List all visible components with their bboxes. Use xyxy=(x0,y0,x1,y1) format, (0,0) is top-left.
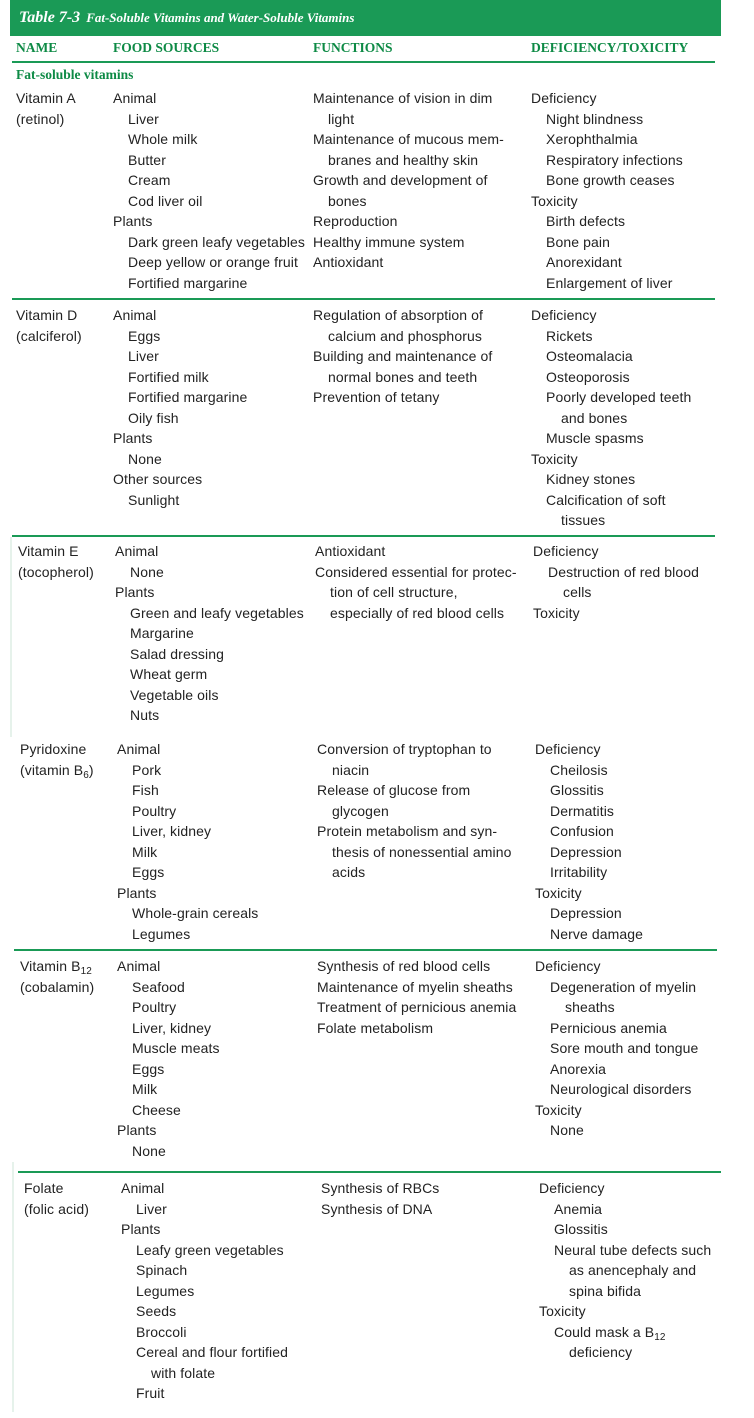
functions-cell xyxy=(313,88,504,273)
deficiency-cell xyxy=(533,541,699,623)
function-line: Release of glucose from xyxy=(317,782,471,798)
source-item: Oily fish xyxy=(128,409,179,426)
deficiency-item: Muscle spasms xyxy=(546,430,644,446)
source-item: Dark green leafy vegetables xyxy=(128,233,306,250)
function-line: niacin xyxy=(332,761,370,778)
source-category: Animal xyxy=(115,543,159,559)
food-sources-cell xyxy=(121,1178,288,1404)
function-line: Protein metabolism and syn- xyxy=(317,823,498,839)
deficiency-item: sheaths xyxy=(565,999,615,1015)
deficiency-item: Neurological disorders xyxy=(550,1081,692,1097)
toxicity-item: Birth defects xyxy=(546,213,626,229)
source-item: Milk xyxy=(132,843,158,860)
source-item: Deep yellow or orange fruit xyxy=(128,254,299,270)
vitamin-name: Vitamin E xyxy=(18,543,79,559)
source-category: Animal xyxy=(113,307,157,323)
source-category: Plants xyxy=(115,584,155,600)
toxicity-item: deficiency xyxy=(569,1344,633,1360)
deficiency-item: Anorexia xyxy=(550,1060,607,1077)
source-item: Seeds xyxy=(136,1303,177,1319)
source-item: Fortified milk xyxy=(128,368,209,385)
vitamin-alias: (calciferol) xyxy=(16,327,82,344)
deficiency-item: spina bifida xyxy=(569,1282,642,1299)
source-category: Plants xyxy=(117,1122,157,1138)
toxicity-category: Toxicity xyxy=(535,884,582,901)
deficiency-item: Bone growth ceases xyxy=(546,172,675,188)
vitamin-name: Pyridoxine xyxy=(20,741,87,757)
function-line: Conversion of tryptophan to xyxy=(317,741,492,757)
toxicity-item: Enlargement of liver xyxy=(546,274,673,291)
deficiency-item: Sore mouth and tongue xyxy=(550,1040,699,1056)
source-item: Cereal and flour fortified xyxy=(136,1344,289,1360)
deficiency-item: Degeneration of myelin xyxy=(550,978,697,995)
source-item: Liver xyxy=(128,110,159,127)
table-container xyxy=(10,0,721,1418)
function-line: tion of cell structure, xyxy=(330,584,458,600)
deficiency-item: Xerophthalmia xyxy=(546,131,638,147)
source-item: Eggs xyxy=(128,327,161,344)
source-item: Spinach xyxy=(136,1262,188,1278)
deficiency-item: and bones xyxy=(561,409,628,426)
deficiency-item: Osteomalacia xyxy=(546,348,633,364)
function-line: Folate metabolism xyxy=(317,1019,434,1036)
source-item: None xyxy=(130,563,164,580)
source-item: Leafy green vegetables xyxy=(136,1241,284,1258)
source-item: Wheat germ xyxy=(130,666,208,682)
vitamin-name: Vitamin D xyxy=(16,307,78,323)
source-item: Liver xyxy=(128,348,159,364)
deficiency-cell xyxy=(535,956,698,1141)
function-line: Treatment of pernicious anemia xyxy=(317,999,517,1015)
deficiency-cell xyxy=(531,305,691,531)
food-sources-cell xyxy=(117,956,220,1161)
row-divider xyxy=(18,1171,721,1173)
toxicity-category: Toxicity xyxy=(539,1303,586,1319)
vitamin-alias: (folic acid) xyxy=(24,1200,89,1217)
function-line: Regulation of absorption of xyxy=(313,307,484,323)
function-line: normal bones and teeth xyxy=(328,368,478,385)
source-item: Salad dressing xyxy=(130,645,225,662)
deficiency-cell xyxy=(531,88,683,293)
source-item: Cheese xyxy=(132,1101,181,1118)
functions-cell xyxy=(317,739,511,883)
row-divider xyxy=(12,535,715,537)
toxicity-item: Nerve damage xyxy=(550,925,644,942)
deficiency-item: Cheilosis xyxy=(550,761,608,778)
function-line: thesis of nonessential amino xyxy=(332,843,512,860)
function-line: glycogen xyxy=(332,802,389,819)
source-item: Poultry xyxy=(132,999,177,1015)
header-rule xyxy=(12,61,715,63)
function-line: Building and maintenance of xyxy=(313,348,493,364)
deficiency-category: Deficiency xyxy=(531,307,597,323)
source-item: Sunlight xyxy=(128,491,180,508)
source-item: Butter xyxy=(128,151,166,168)
source-item: Legumes xyxy=(132,925,191,942)
toxicity-item: Calcification of soft xyxy=(546,491,666,508)
food-sources-cell xyxy=(113,305,247,510)
name-cell xyxy=(20,956,94,997)
function-line: especially of red blood cells xyxy=(330,604,505,621)
functions-cell xyxy=(313,305,492,408)
source-item: Cream xyxy=(128,172,171,188)
source-item: Pork xyxy=(132,761,162,778)
source-item: Seafood xyxy=(132,978,185,995)
deficiency-cell xyxy=(535,739,643,944)
function-line: Considered essential for protec- xyxy=(315,563,517,580)
deficiency-item: Glossitis xyxy=(554,1221,608,1237)
function-line: Synthesis of DNA xyxy=(321,1200,433,1217)
function-line: Reproduction xyxy=(313,213,398,229)
toxicity-item: None xyxy=(550,1122,584,1138)
table-title-bar xyxy=(10,0,721,36)
deficiency-item: Respiratory infections xyxy=(546,151,683,168)
source-item: Muscle meats xyxy=(132,1040,220,1056)
deficiency-item: Destruction of red blood xyxy=(548,563,700,580)
functions-cell xyxy=(315,541,517,623)
deficiency-item: Night blindness xyxy=(546,110,644,127)
row-divider xyxy=(14,949,717,951)
source-category: Animal xyxy=(113,90,157,106)
source-category: Other sources xyxy=(113,471,203,487)
toxicity-item: Could mask a $B_{12}$ xyxy=(554,1323,666,1343)
source-category: Plants xyxy=(113,213,153,229)
function-line: Healthy immune system xyxy=(313,233,465,250)
deficiency-item: Irritability xyxy=(550,864,608,880)
toxicity-item: Anorexidant xyxy=(546,254,622,270)
source-item: Cod liver oil xyxy=(128,192,203,209)
function-line: light xyxy=(328,110,355,127)
deficiency-item: Glossitis xyxy=(550,782,604,798)
function-line: Maintenance of vision in dim xyxy=(313,90,493,106)
deficiency-category: Deficiency xyxy=(539,1180,605,1196)
vitamin-name: Folate xyxy=(24,1180,64,1196)
source-item: Liver, kidney xyxy=(132,1019,212,1036)
vitamin-name: Vitamin $B_{12}$ xyxy=(20,958,92,977)
vitamin-alias: (cobalamin) xyxy=(20,978,95,995)
food-sources-cell xyxy=(117,739,258,944)
function-line: Growth and development of xyxy=(313,172,488,188)
toxicity-item: Kidney stones xyxy=(546,471,636,487)
source-item: with folate xyxy=(151,1364,216,1381)
source-item: None xyxy=(128,450,162,467)
source-item: Poultry xyxy=(132,802,177,819)
column-header-deficiency-toxicity: DEFICIENCY/TOXICITY xyxy=(531,40,689,55)
source-item: Milk xyxy=(132,1081,158,1097)
source-item: Fruit xyxy=(136,1385,165,1401)
function-line: branes and healthy skin xyxy=(328,151,479,168)
toxicity-category: Toxicity xyxy=(533,604,580,621)
name-cell xyxy=(16,305,82,346)
source-item: Vegetable oils xyxy=(130,686,219,703)
source-item: Liver xyxy=(136,1200,167,1217)
source-item: None xyxy=(132,1142,166,1159)
column-header-name: NAME xyxy=(16,40,58,55)
page-edge-shadow xyxy=(12,1162,14,1412)
source-item: Green and leafy vegetables xyxy=(130,604,304,621)
deficiency-category: Deficiency xyxy=(535,741,601,757)
source-category: Animal xyxy=(121,1180,165,1196)
source-category: Plants xyxy=(121,1221,161,1237)
source-item: Liver, kidney xyxy=(132,823,212,839)
deficiency-item: Rickets xyxy=(546,327,593,344)
deficiency-item: Depression xyxy=(550,843,622,860)
functions-cell xyxy=(317,956,516,1038)
column-header-food-sources: FOOD SOURCES xyxy=(113,40,220,55)
deficiency-item: Poorly developed teeth xyxy=(546,389,692,405)
source-item: Eggs xyxy=(132,1060,165,1077)
source-category: Animal xyxy=(117,741,161,757)
source-item: Broccoli xyxy=(136,1323,187,1340)
deficiency-item: Osteoporosis xyxy=(546,368,630,385)
function-line: Synthesis of RBCs xyxy=(321,1180,440,1196)
source-item: Eggs xyxy=(132,864,165,880)
function-line: Prevention of tetany xyxy=(313,389,440,405)
food-sources-cell xyxy=(113,88,305,293)
function-line: bones xyxy=(328,192,367,209)
deficiency-item: Anemia xyxy=(554,1200,603,1217)
name-cell xyxy=(18,541,94,582)
row-divider xyxy=(12,298,715,300)
toxicity-category: Toxicity xyxy=(535,1101,582,1118)
deficiency-item: cells xyxy=(563,584,592,600)
source-item: Fortified margarine xyxy=(128,389,248,405)
toxicity-item: tissues xyxy=(561,512,606,528)
function-line: acids xyxy=(332,864,366,880)
vitamin-name: Vitamin A xyxy=(16,90,76,106)
source-item: Fortified margarine xyxy=(128,274,248,291)
source-item: Whole milk xyxy=(128,131,198,147)
deficiency-category: Deficiency xyxy=(533,543,599,559)
toxicity-category: Toxicity xyxy=(531,450,578,467)
vitamin-alias: (retinol) xyxy=(16,110,65,127)
source-category: Plants xyxy=(113,430,153,446)
deficiency-item: Dermatitis xyxy=(550,802,615,819)
function-line: Antioxidant xyxy=(315,543,386,559)
function-line: calcium and phosphorus xyxy=(328,327,482,344)
function-line: Antioxidant xyxy=(313,254,384,270)
source-item: Fish xyxy=(132,782,159,798)
food-sources-cell xyxy=(115,541,304,726)
function-line: Synthesis of red blood cells xyxy=(317,958,491,974)
toxicity-item: Bone pain xyxy=(546,233,610,250)
source-category: Plants xyxy=(117,884,157,901)
toxicity-item: Depression xyxy=(550,905,622,921)
name-cell xyxy=(24,1178,89,1219)
column-header-functions: FUNCTIONS xyxy=(313,40,393,55)
deficiency-category: Deficiency xyxy=(535,958,601,974)
deficiency-cell xyxy=(539,1178,711,1363)
source-item: Nuts xyxy=(130,707,160,723)
source-category: Animal xyxy=(117,958,161,974)
section-label-fat-soluble: Fat-soluble vitamins xyxy=(16,67,134,82)
deficiency-item: Neural tube defects such xyxy=(554,1241,712,1258)
vitamin-alias: (tocopherol) xyxy=(18,563,94,580)
name-cell xyxy=(20,739,94,780)
functions-cell xyxy=(321,1178,439,1219)
source-item: Whole-grain cereals xyxy=(132,905,259,921)
name-cell xyxy=(16,88,76,129)
deficiency-item: Confusion xyxy=(550,823,614,839)
toxicity-category: Toxicity xyxy=(531,192,578,209)
deficiency-item: Pernicious anemia xyxy=(550,1019,667,1036)
deficiency-item: as anencephaly and xyxy=(569,1262,697,1278)
source-item: Legumes xyxy=(136,1282,195,1299)
function-line: Maintenance of myelin sheaths xyxy=(317,978,513,995)
function-line: Maintenance of mucous mem- xyxy=(313,131,504,147)
deficiency-category: Deficiency xyxy=(531,90,597,106)
vitamin-alias: (vitamin $B_6$) xyxy=(20,761,94,781)
source-item: Margarine xyxy=(130,625,194,641)
table-number: Table 7-3 xyxy=(19,9,81,26)
page-edge-shadow xyxy=(10,537,12,737)
table-title: Fat-Soluble Vitamins and Water-Soluble Vitamins xyxy=(86,10,355,25)
